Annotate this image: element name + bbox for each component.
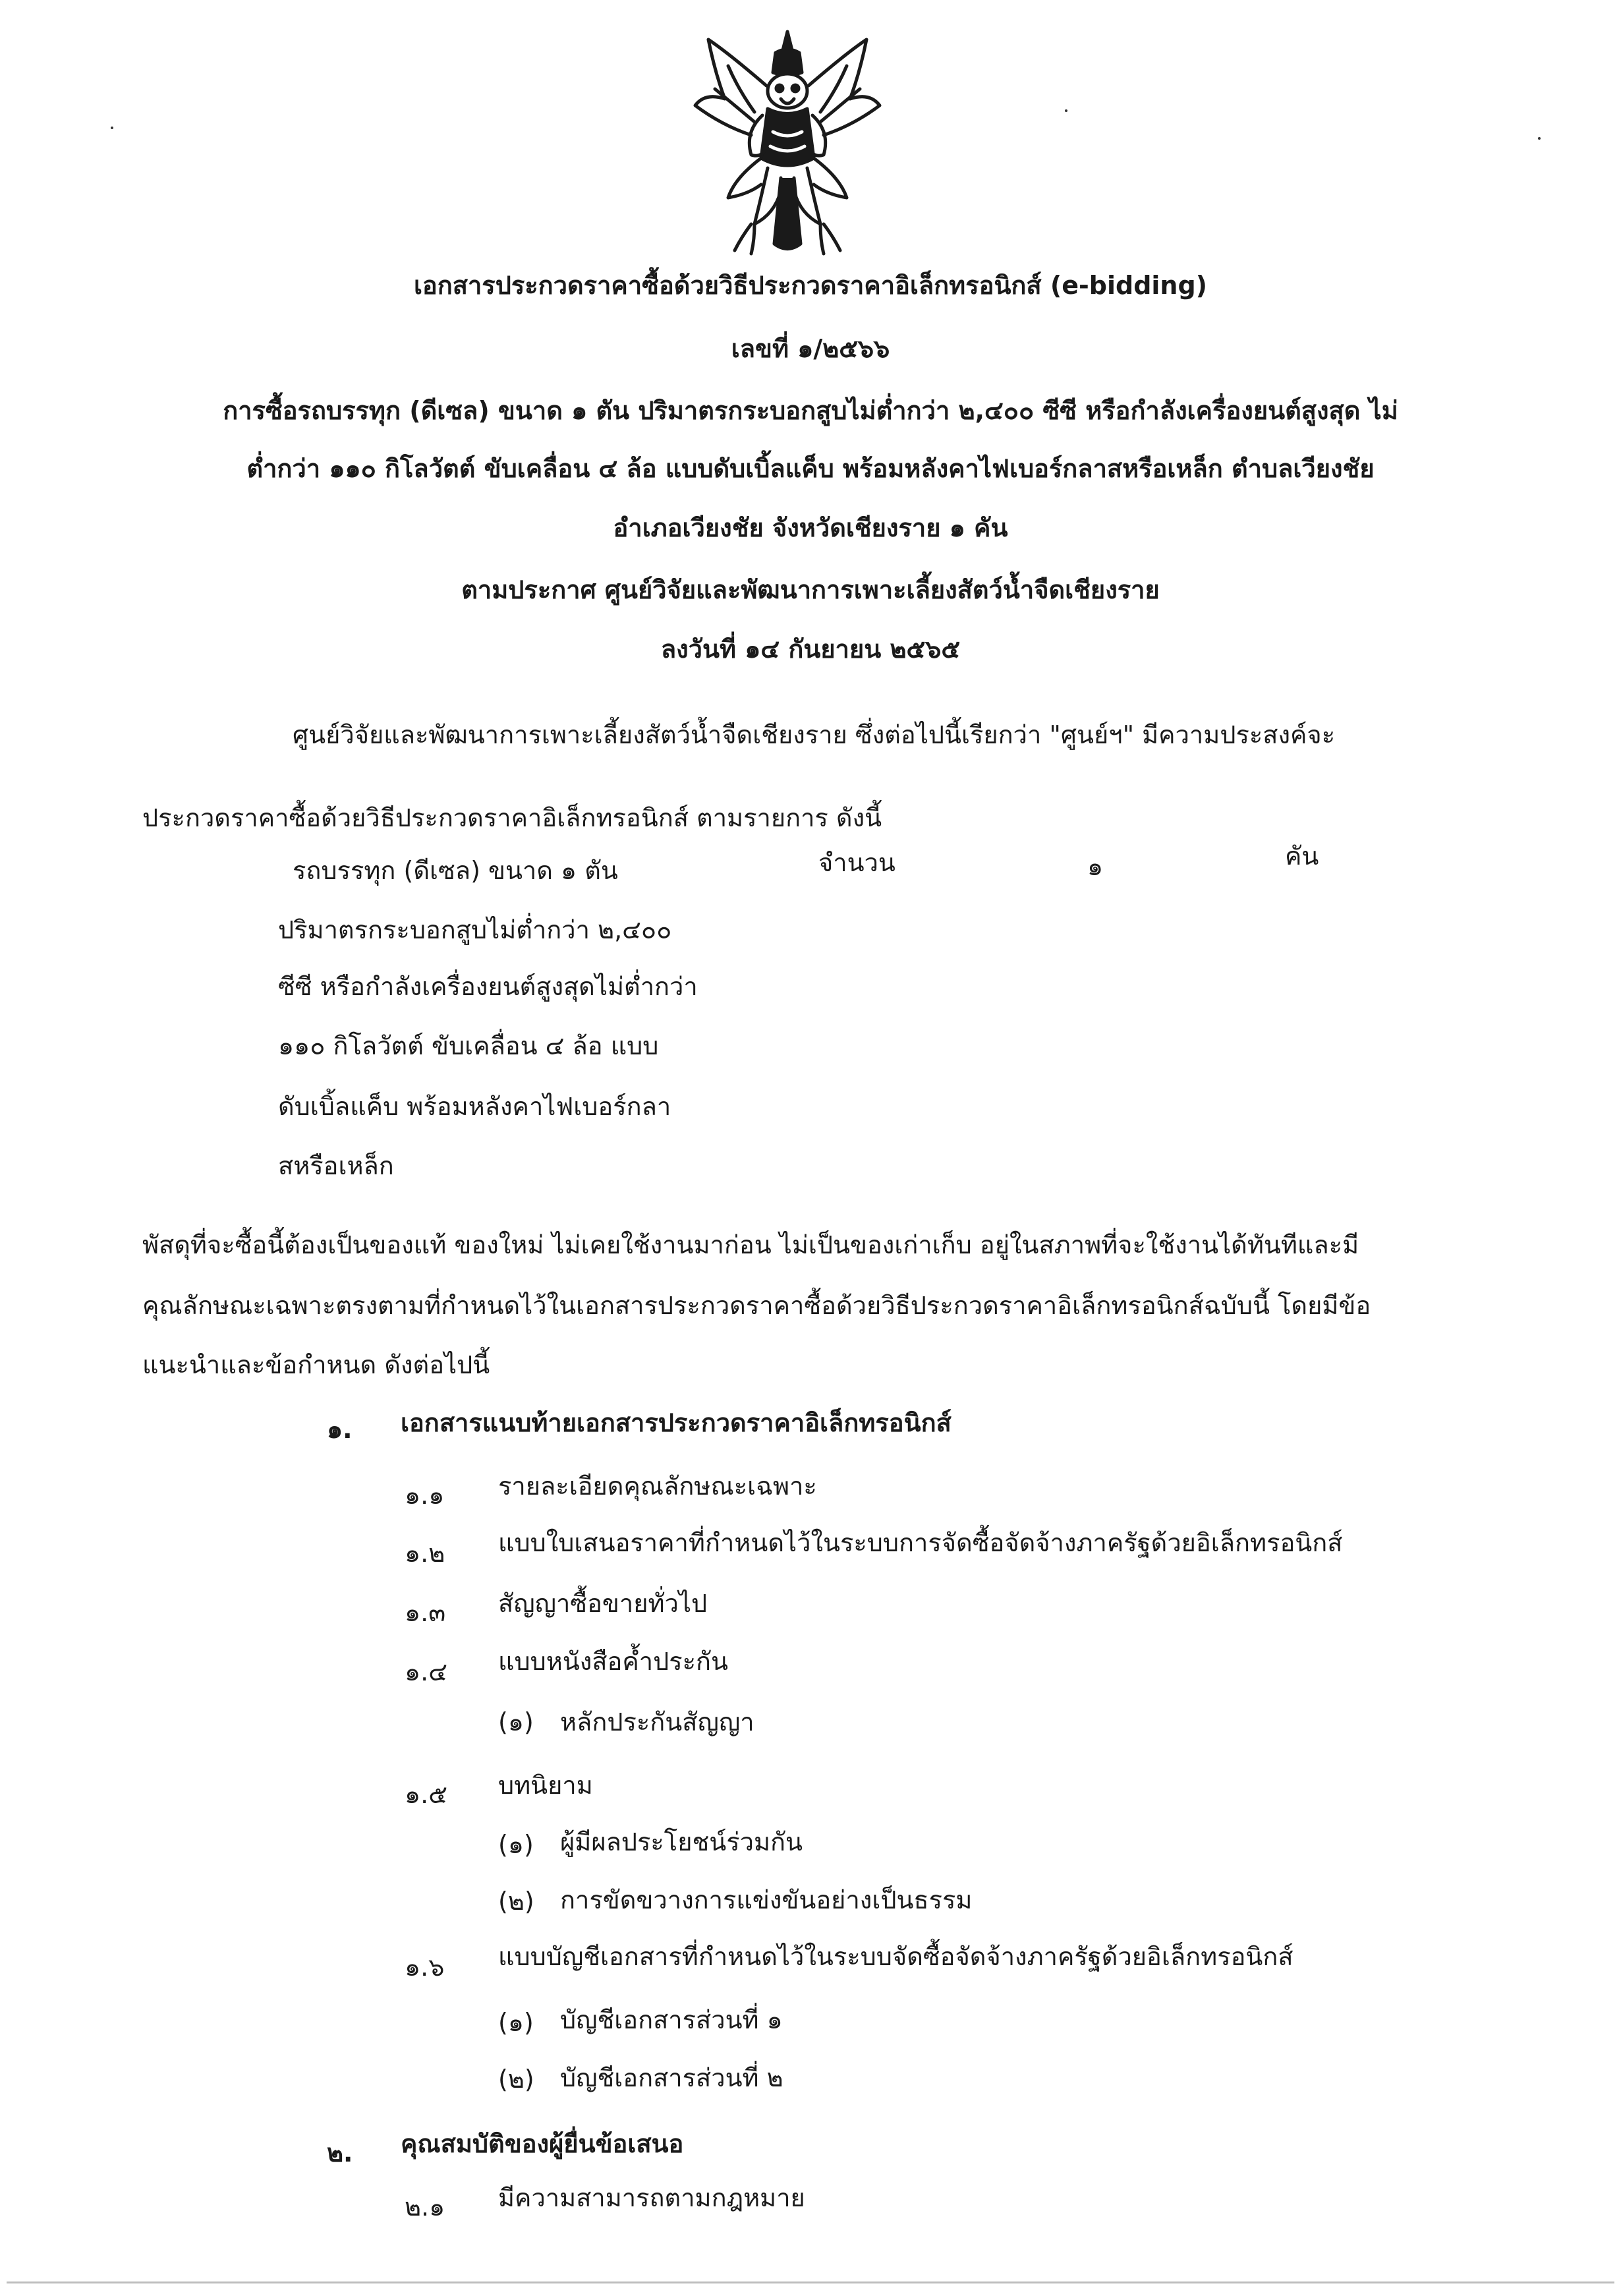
sub-item-text: บัญชีเอกสารส่วนที่ ๑ [560, 2005, 783, 2034]
sub-item-text: บัญชีเอกสารส่วนที่ ๒ [560, 2063, 783, 2092]
section-item-text: บทนิยาม [498, 1771, 593, 1800]
sub-item-number: (๒) [498, 1887, 534, 1916]
para-line-2: คุณลักษณะเฉพาะตรงตามที่กำหนดไว้ในเอกสารประกวดราคาซื้อด้วยวิธีประกวดราคาอิเล็กทรอนิกส์ฉบับนี้ โดยมีข้อ [142, 1291, 1371, 1320]
doc-subject-line-2: ต่ำกว่า ๑๑๐ กิโลวัตต์ ขับเคลื่อน ๔ ล้อ แบบดับเบิ้ลแค็บ พร้อมหลังคาไฟเบอร์กลาสหรือเหล็ก ตำบลเวียงชัย [246, 454, 1375, 483]
sub-item-number: (๑) [498, 2008, 534, 2037]
sub-item-number: (๑) [498, 1708, 534, 1736]
item-desc-line: รถบรรทุก (ดีเซล) ขนาด ๑ ตัน [293, 856, 618, 885]
item-qty-value: ๑ [1087, 852, 1104, 881]
section-item-text: แบบบัญชีเอกสารที่กำหนดไว้ในระบบจัดซื้อจัดจ้างภาครัฐด้วยอิเล็กทรอนิกส์ [498, 1942, 1293, 1971]
doc-title: เอกสารประกวดราคาซื้อด้วยวิธีประกวดราคาอิเล็กทรอนิกส์ (e-bidding) [413, 271, 1208, 300]
sub-item-number: (๒) [498, 2065, 534, 2094]
doc-subject-line-1: การซื้อรถบรรทุก (ดีเซล) ขนาด ๑ ตัน ปริมาตรกระบอกสูบไม่ต่ำกว่า ๒,๔๐๐ ซีซี หรือกำลังเครื่องยนต์สูงสุด ไม่ [223, 396, 1398, 425]
section-item-number: ๑.๖ [405, 1953, 445, 1982]
section-item-number: ๑.๕ [405, 1780, 447, 1809]
section-item-text: รายละเอียดคุณลักษณะเฉพาะ [498, 1472, 817, 1501]
item-desc-line: ปริมาตรกระบอกสูบไม่ต่ำกว่า ๒,๔๐๐ [278, 915, 672, 944]
item-desc-line: ๑๑๐ กิโลวัตต์ ขับเคลื่อน ๔ ล้อ แบบ [278, 1031, 659, 1060]
item-qty-label: จำนวน [818, 848, 895, 877]
item-desc-line: สหรือเหล็ก [278, 1151, 394, 1180]
sub-item-text: ผู้มีผลประโยชน์ร่วมกัน [560, 1827, 803, 1856]
doc-subject-line-3: อำเภอเวียงชัย จังหวัดเชียงราย ๑ คัน [613, 513, 1008, 542]
para-line-1: พัสดุที่จะซื้อนี้ต้องเป็นของแท้ ของใหม่ ไม่เคยใช้งานมาก่อน ไม่เป็นของเก่าเก็บ อยู่ในสภาพที่จะใช้งานได้ทันทีและมี [142, 1230, 1359, 1259]
scan-edge-line [7, 2282, 1614, 2283]
sub-item-text: การขัดขวางการแข่งขันอย่างเป็นธรรม [560, 1885, 973, 1914]
sub-item-text: หลักประกันสัญญา [560, 1708, 754, 1736]
section-1-title: เอกสารแนบท้ายเอกสารประกวดราคาอิเล็กทรอนิกส์ [401, 1408, 952, 1437]
section-2-title: คุณสมบัติของผู้ยื่นข้อเสนอ [401, 2129, 684, 2158]
section-item-text: สัญญาซื้อขายทั่วไป [498, 1589, 708, 1618]
section-item-number: ๑.๔ [405, 1657, 447, 1686]
sub-item-number: (๑) [498, 1830, 534, 1859]
doc-number: เลขที่ ๑/๒๕๖๖ [731, 334, 890, 363]
intro-line-2: ประกวดราคาซื้อด้วยวิธีประกวดราคาอิเล็กทรอนิกส์ ตามรายการ ดังนี้ [142, 803, 882, 832]
announcement-line: ตามประกาศ ศูนย์วิจัยและพัฒนาการเพาะเลี้ยงสัตว์น้ำจืดเชียงราย [461, 575, 1160, 604]
section-2-number: ๒. [327, 2138, 353, 2167]
section-item-number: ๑.๒ [405, 1539, 445, 1568]
item-unit: คัน [1285, 842, 1319, 871]
section-item-number: ๑.๑ [405, 1481, 445, 1510]
scan-speck [1065, 109, 1067, 112]
scan-speck [1538, 137, 1541, 140]
scan-speck [111, 127, 113, 129]
section-item-text: แบบหนังสือค้ำประกัน [498, 1647, 729, 1676]
announcement-date: ลงวันที่ ๑๔ กันยายน ๒๕๖๕ [660, 635, 961, 664]
item-desc-line: ซีซี หรือกำลังเครื่องยนต์สูงสุดไม่ต่ำกว่า [278, 972, 698, 1001]
section-item-number: ๑.๓ [405, 1598, 446, 1627]
section-item-text: แบบใบเสนอราคาที่กำหนดไว้ในระบบการจัดซื้อจัดจ้างภาครัฐด้วยอิเล็กทรอนิกส์ [498, 1528, 1343, 1557]
garuda-emblem-icon [689, 26, 886, 264]
intro-line-1: ศูนย์วิจัยและพัฒนาการเพาะเลี้ยงสัตว์น้ำจืดเชียงราย ซึ่งต่อไปนี้เรียกว่า "ศูนย์ฯ" มีความประสงค์จะ [293, 720, 1336, 749]
item-desc-line: ดับเบิ้ลแค็บ พร้อมหลังคาไฟเบอร์กลา [278, 1092, 671, 1121]
section-1-number: ๑. [327, 1415, 353, 1444]
section-item-number: ๒.๑ [405, 2193, 445, 2222]
para-line-3: แนะนำและข้อกำหนด ดังต่อไปนี้ [142, 1350, 490, 1379]
section-item-text: มีความสามารถตามกฎหมาย [498, 2183, 805, 2212]
